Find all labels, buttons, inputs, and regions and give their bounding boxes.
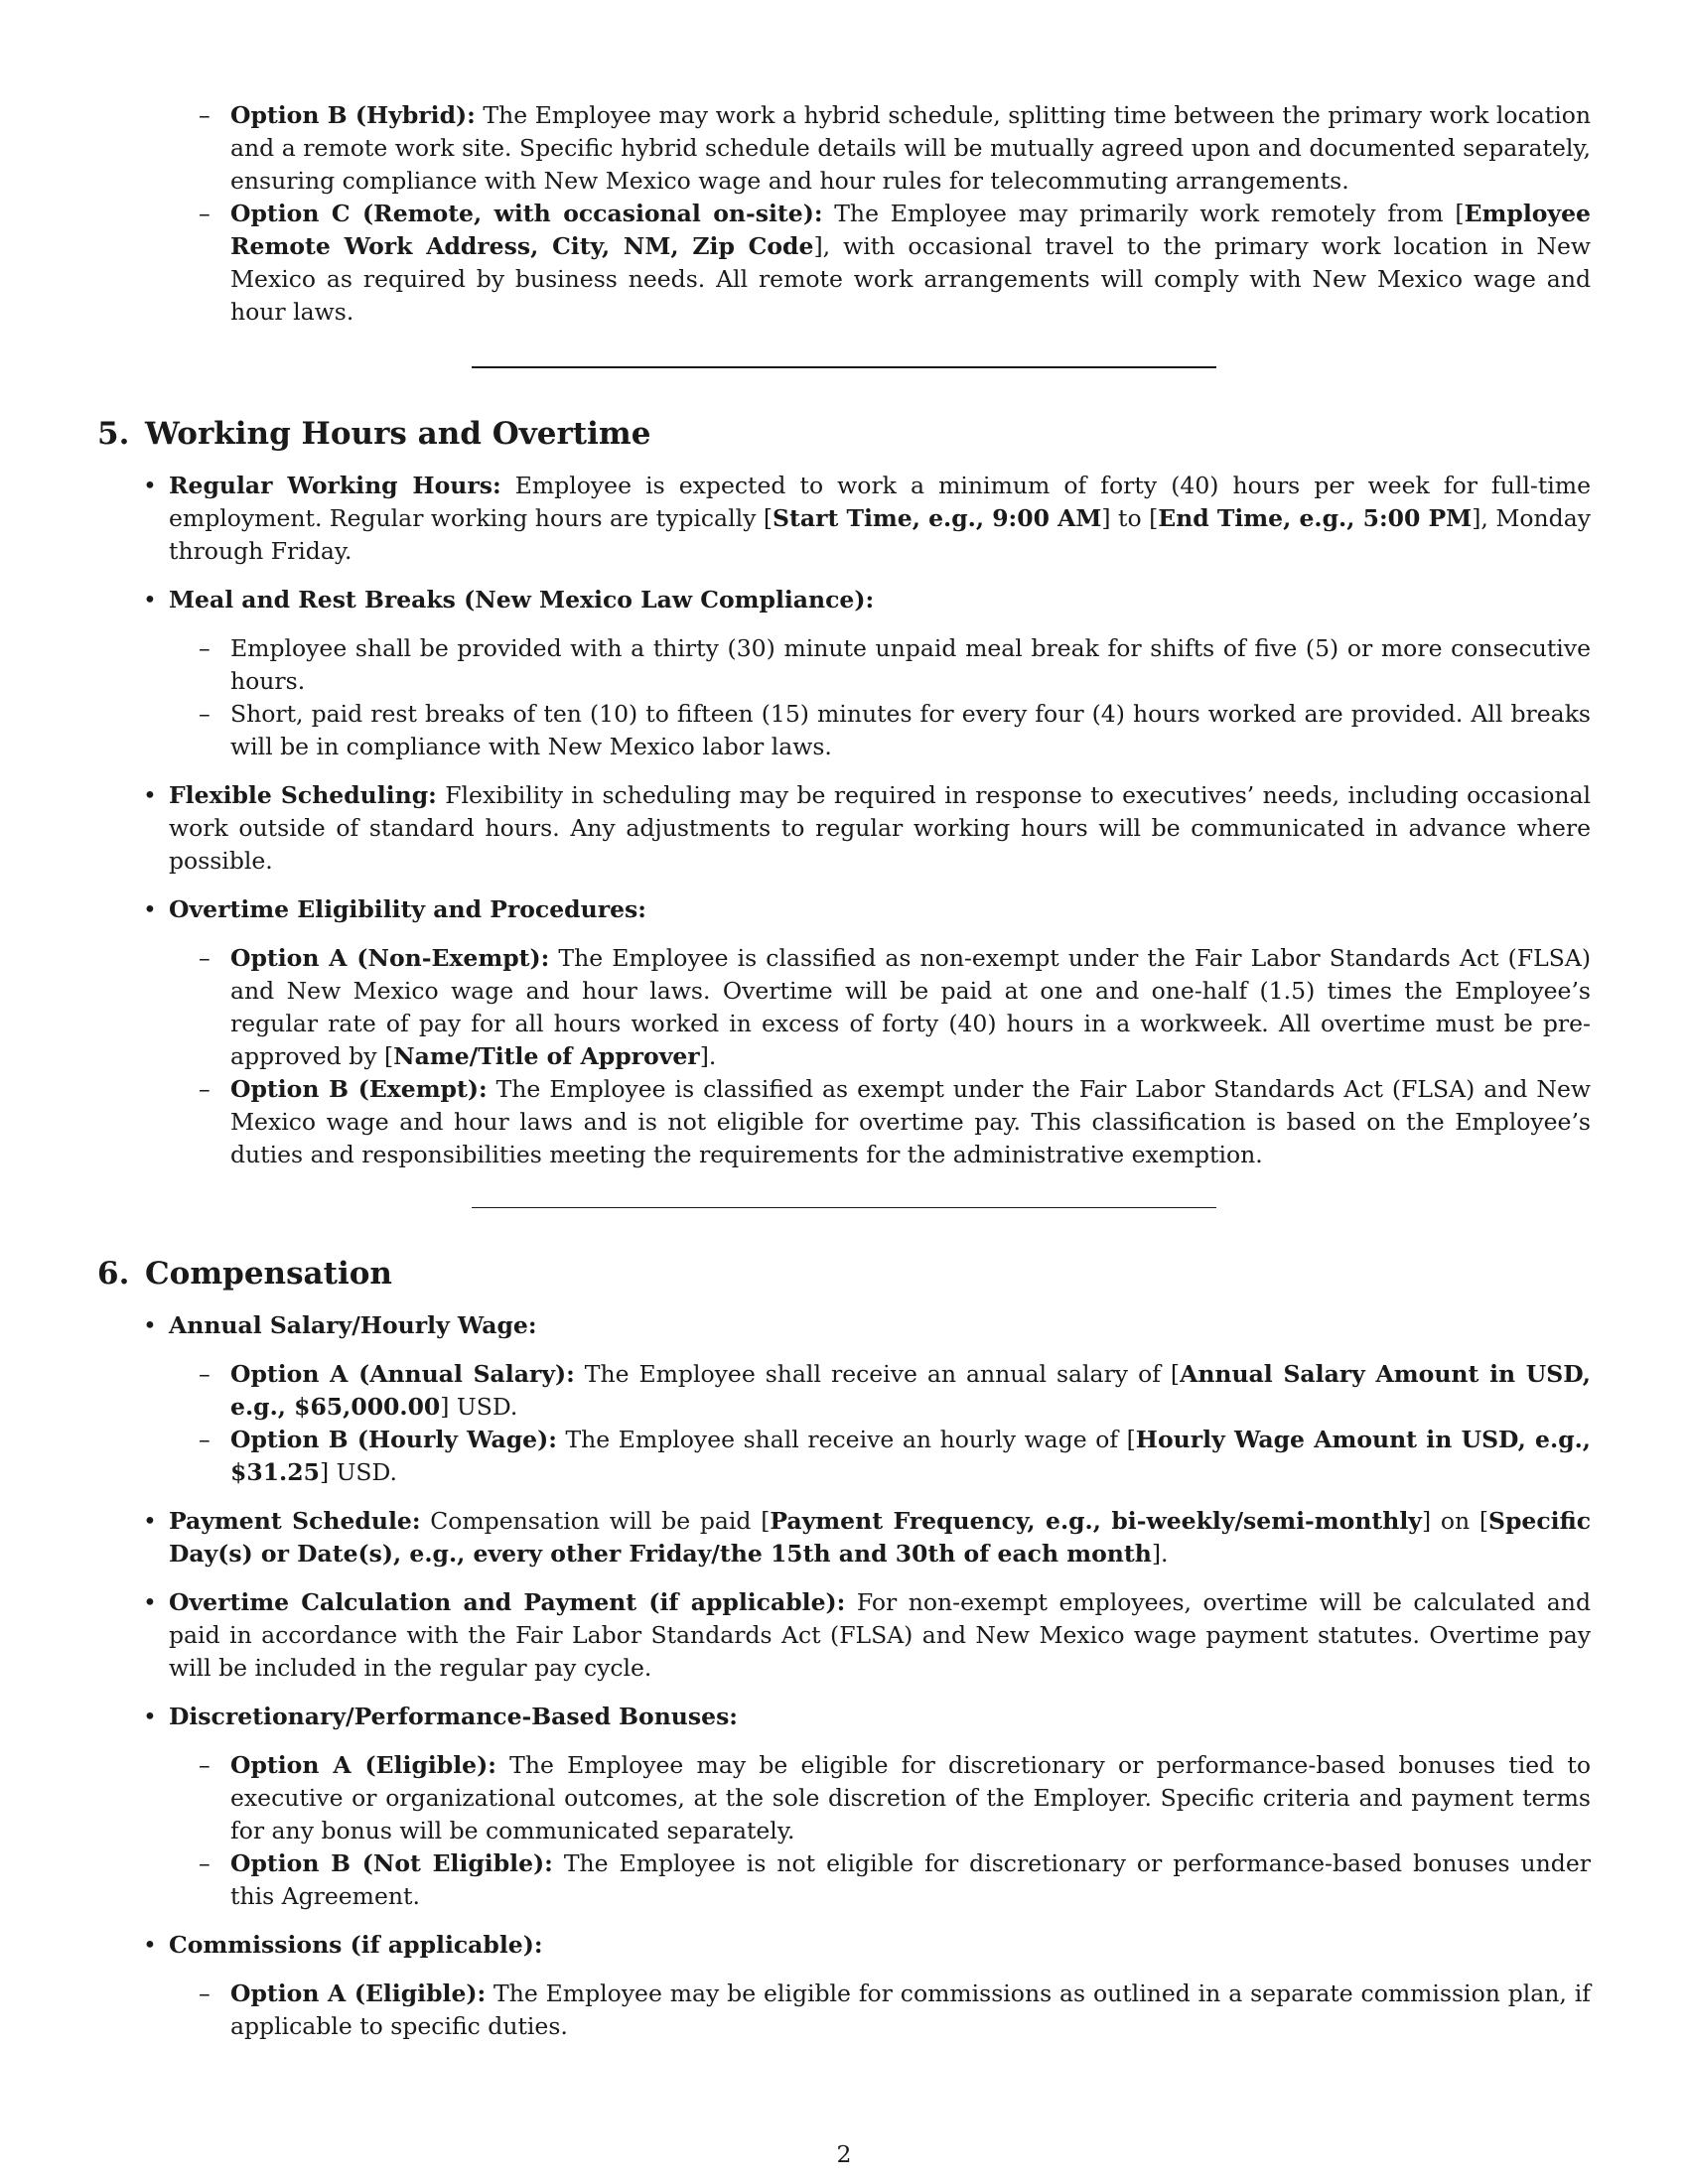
- commission-option-a: – Option A (Eligible): The Employee may be eligible for commissions as outlined in a separate commission plan, if applicable to specific duties.: [230, 1978, 1591, 2043]
- option-text: The Employee may work a hybrid schedule, splitting time between the primary work location and a remote work site. Specific hybrid schedule details will be mutually agreed upon and documented separately, ensuring compliance with New Mexico wage and hour rules for telecommuting arrangements.: [230, 101, 1591, 195]
- commissions: • Commissions (if applicable): – Option A (Eligible): The Employee may be eligible for commissions as outlined in a separate commission plan, if applicable to specific duties.: [169, 1929, 1591, 2043]
- placeholder-payment-days: Specific Day(s) or Date(s), e.g., every other Friday/the 15th and 30th of each month: [169, 1507, 1592, 1568]
- section-divider: [472, 366, 1216, 368]
- flexible-scheduling: • Flexible Scheduling: Flexibility in scheduling may be required in response to executives’ needs, including occasional work outside of standard hours. Any adjustments to regular working hours will be communicated in advance where possible.: [169, 779, 1591, 878]
- overtime-option-a: – Option A (Non-Exempt): The Employee is classified as non-exempt under the Fair Labor Standards Act (FLSA) and New Mexico wage and hour laws. Overtime will be paid at one and one-half (1.5) times the Employee’s regular rate of pay for all hours worked in excess of forty (40) hours in a workweek. All overtime must be pre-approved by [Name/Title of Approver].: [230, 942, 1591, 1073]
- overtime-option-b: – Option B (Exempt): The Employee is classified as exempt under the Fair Labor Standards Act (FLSA) and New Mexico wage and hour laws and is not eligible for overtime pay. This classification is based on the Employee’s duties and responsibilities meeting the requirements for the administrative exemption.: [230, 1073, 1591, 1171]
- section-6-list: [169, 1309, 1591, 2043]
- work-location-options: [230, 99, 1591, 329]
- salary-option-a: – Option A (Annual Salary): The Employee shall receive an annual salary of [Annual Salary Amount in USD, e.g., $65,000.00] USD.: [230, 1358, 1591, 1424]
- overtime-calculation: • Overtime Calculation and Payment (if applicable): For non-exempt employees, overtime will be calculated and paid in accordance with the Fair Labor Standards Act (FLSA) and New Mexico wage payment statutes. Overtime pay will be included in the regular pay cycle.: [169, 1586, 1591, 1685]
- salary-option-b: – Option B (Hourly Wage): The Employee shall receive an hourly wage of [Hourly Wage Amount in USD, e.g., $31.25] USD.: [230, 1424, 1591, 1489]
- section-divider: [472, 1207, 1216, 1208]
- payment-schedule: • Payment Schedule: Compensation will be paid [Payment Frequency, e.g., bi-weekly/semi-monthly] on [Specific Day(s) or Date(s), e.g., every other Friday/the 15th and 30th of each month].: [169, 1505, 1591, 1570]
- option-b-hybrid: [230, 99, 1591, 198]
- section-title: Compensation: [145, 1256, 392, 1292]
- annual-salary-hourly-wage: • Annual Salary/Hourly Wage: – Option A (Annual Salary): The Employee shall receive an annual salary of [Annual Salary Amount in USD, e.g., $65,000.00] USD. – Option B (Hourly Wage): The Employee shall receive an hourly wage of [Hourly Wage Amount in USD, e.g., $31.25] USD.: [169, 1309, 1591, 1489]
- page-number: 2: [836, 2140, 852, 2168]
- placeholder-remote-address: Employee Remote Work Address, City, NM, Zip Code: [230, 200, 1591, 260]
- meal-break-item: – Employee shall be provided with a thirty (30) minute unpaid meal break for shifts of five (5) or more consecutive hours.: [230, 632, 1591, 698]
- placeholder-annual-salary: Annual Salary Amount in USD, e.g., $65,000.00: [230, 1360, 1591, 1421]
- placeholder-end-time: End Time, e.g., 5:00 PM: [1158, 504, 1473, 532]
- section-5-list: [169, 470, 1591, 1171]
- option-label: Option B (Hybrid):: [230, 101, 476, 129]
- placeholder-approver: Name/Title of Approver: [393, 1042, 700, 1070]
- overtime-eligibility: • Overtime Eligibility and Procedures: – Option A (Non-Exempt): The Employee is classified as non-exempt under the Fair Labor Standards Act (FLSA) and New Mexico wage and hour laws. Overtime will be paid at one and one-half (1.5) times the Employee’s regular rate of pay for all hours worked in excess of forty (40) hours in a workweek. All overtime must be pre-approved by [Name/Title of Approver]. – Option B (Exempt): The Employee is classified as exempt under the Fair Labor Standards Act (FLSA) and New Mexico wage and hour laws and is not eligible for overtime pay. This classification is based on the Employee’s duties and responsibilities meeting the requirements for the administrative exemption.: [169, 893, 1591, 1171]
- placeholder-hourly-wage: Hourly Wage Amount in USD, e.g., $31.25: [230, 1426, 1591, 1486]
- option-label: Option C (Remote, with occasional on-site):: [230, 200, 823, 227]
- meal-rest-breaks: • Meal and Rest Breaks (New Mexico Law Compliance): – Employee shall be provided with a thirty (30) minute unpaid meal break for shifts of five (5) or more consecutive hours. – Short, paid rest breaks of ten (10) to fifteen (15) minutes for every four (4) hours worked are provided. All breaks will be in compliance with New Mexico labor laws.: [169, 584, 1591, 763]
- rest-break-item: – Short, paid rest breaks of ten (10) to fifteen (15) minutes for every four (4) hours worked are provided. All breaks will be in compliance with New Mexico labor laws.: [230, 698, 1591, 763]
- bonus-option-a: – Option A (Eligible): The Employee may be eligible for discretionary or performance-based bonuses tied to executive or organizational outcomes, at the sole discretion of the Employer. Specific criteria and payment terms for any bonus will be communicated separately.: [230, 1749, 1591, 1847]
- section-6-heading: [97, 1254, 1591, 1294]
- regular-working-hours: • Regular Working Hours: Employee is expected to work a minimum of forty (40) hours per week for full-time employment. Regular working hours are typically [Start Time, e.g., 9:00 AM] to [End Time, e.g., 5:00 PM], Monday through Friday.: [169, 470, 1591, 568]
- placeholder-payment-frequency: Payment Frequency, e.g., bi-weekly/semi-monthly: [770, 1507, 1422, 1535]
- section-number: 5.: [97, 416, 130, 452]
- bonus-option-b: – Option B (Not Eligible): The Employee is not eligible for discretionary or performance-based bonuses under this Agreement.: [230, 1847, 1591, 1913]
- section-title: Working Hours and Overtime: [145, 416, 651, 452]
- option-c-remote: – Option C (Remote, with occasional on-site): The Employee may primarily work remotely from [Employee Remote Work Address, City, NM, Zip Code], with occasional travel to the primary work location in New Mexico as required by business needs. All remote work arrangements will comply with New Mexico wage and hour laws.: [230, 198, 1591, 329]
- placeholder-start-time: Start Time, e.g., 9:00 AM: [773, 504, 1102, 532]
- section-number: 6.: [97, 1256, 130, 1292]
- section-5-heading: [97, 414, 1591, 454]
- bonuses: • Discretionary/Performance-Based Bonuses: – Option A (Eligible): The Employee may be eligible for discretionary or performance-based bonuses tied to executive or organizational outcomes, at the sole discretion of the Employer. Specific criteria and payment terms for any bonus will be communicated separately. – Option B (Not Eligible): The Employee is not eligible for discretionary or performance-based bonuses under this Agreement.: [169, 1701, 1591, 1913]
- page-content: [97, 99, 1591, 2043]
